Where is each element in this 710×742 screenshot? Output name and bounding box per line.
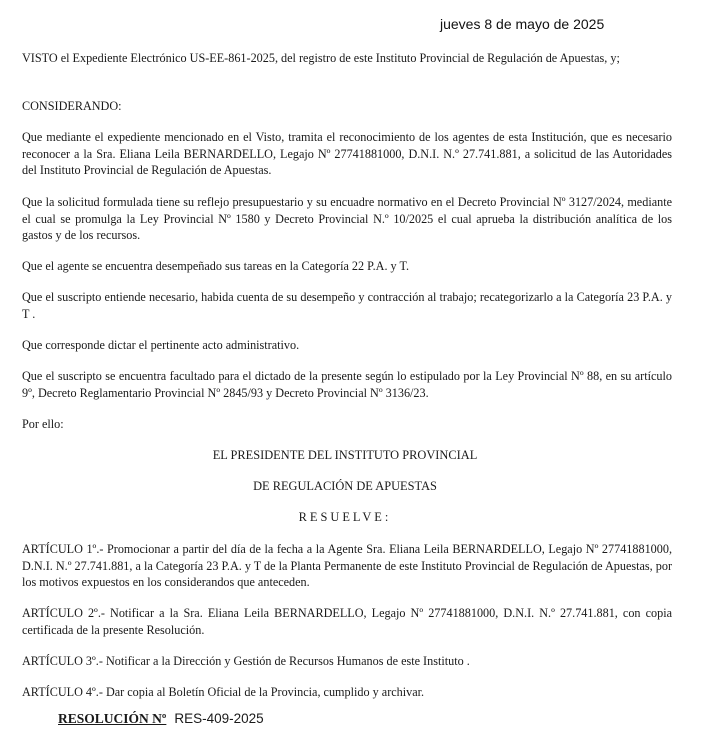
considerando-paragraph: Que corresponde dictar el pertinente acto administrativo. [22,338,300,352]
articulo-paragraph: ARTÍCULO 1º.- Promocionar a partir del día de la fecha a la Agente Sra. Eliana Leila BERNARDELLO, Legajo Nº 27741881000, D.N.I. N.º 27.741.881, a la Categoría 23 P.A. y T de la Planta Permanente de este Instituto Provincial de Regulación de Apuestas, por los motivos expuestos en los considerandos que anteceden. [22,542,672,589]
considerando-paragraph: Que mediante el expediente mencionado en el Visto, tramita el reconocimiento de los agentes de esta Institución, que es necesario reconocer a la Sra. Eliana Leila BERNARDELLO, Legajo Nº 27741881000, D.N.I. N.º 27.741.881, a solicitud de las Autoridades del Instituto Provincial de Regulación de Apuestas. [22,130,672,177]
resuelve-heading: RESUELVE: [298,510,392,524]
considerando-heading: CONSIDERANDO: [22,99,122,113]
resolution-label: RESOLUCIÓN Nº [58,711,167,726]
considerando-paragraph: Que el suscripto entiende necesario, habida cuenta de su desempeño y contracción al trabajo; recategorizarlo a la Categoría 23 P.A. y T . [22,290,672,321]
resolution-number: RES-409-2025 [174,711,264,726]
resolution-number-block [58,711,264,727]
articulo-paragraph: ARTÍCULO 3º.- Notificar a la Dirección y Gestión de Recursos Humanos de este Instituto . [22,654,470,668]
por-ello: Por ello: [22,417,64,431]
document-date: jueves 8 de mayo de 2025 [440,16,605,32]
considerando-paragraph: Que el agente se encuentra desempeñado sus tareas en la Categoría 22 P.A. y T. [22,259,410,273]
considerando-paragraph: Que el suscripto se encuentra facultado para el dictado de la presente según lo estipulado por la Ley Provincial Nº 88, en su artículo 9º, Decreto Reglamentario Provincial Nº 2845/93 y Decreto Provincial Nº 3136/23. [22,369,672,400]
presidente-title-line2: DE REGULACIÓN DE APUESTAS [253,479,437,493]
visto-paragraph: VISTO el Expediente Electrónico US-EE-861-2025, del registro de este Instituto Provincial de Regulación de Apuestas, y; [22,51,620,65]
articulo-paragraph: ARTÍCULO 2º.- Notificar a la Sra. Eliana Leila BERNARDELLO, Legajo Nº 27741881000, D.N.I. N.º 27.741.881, con copia certificada de la presente Resolución. [22,606,672,637]
considerando-paragraph: Que la solicitud formulada tiene su reflejo presupuestario y su encuadre normativo en el Decreto Provincial Nº 3127/2024, mediante el cual se promulga la Ley Provincial Nº 1580 y Decreto Provincial N.º 10/2025 el cual aprueba la distribución analítica de los gastos y de los recursos. [22,195,672,242]
presidente-title-line1: EL PRESIDENTE DEL INSTITUTO PROVINCIAL [212,448,478,462]
articulo-paragraph: ARTÍCULO 4º.- Dar copia al Boletín Oficial de la Provincia, cumplido y archivar. [22,685,425,699]
